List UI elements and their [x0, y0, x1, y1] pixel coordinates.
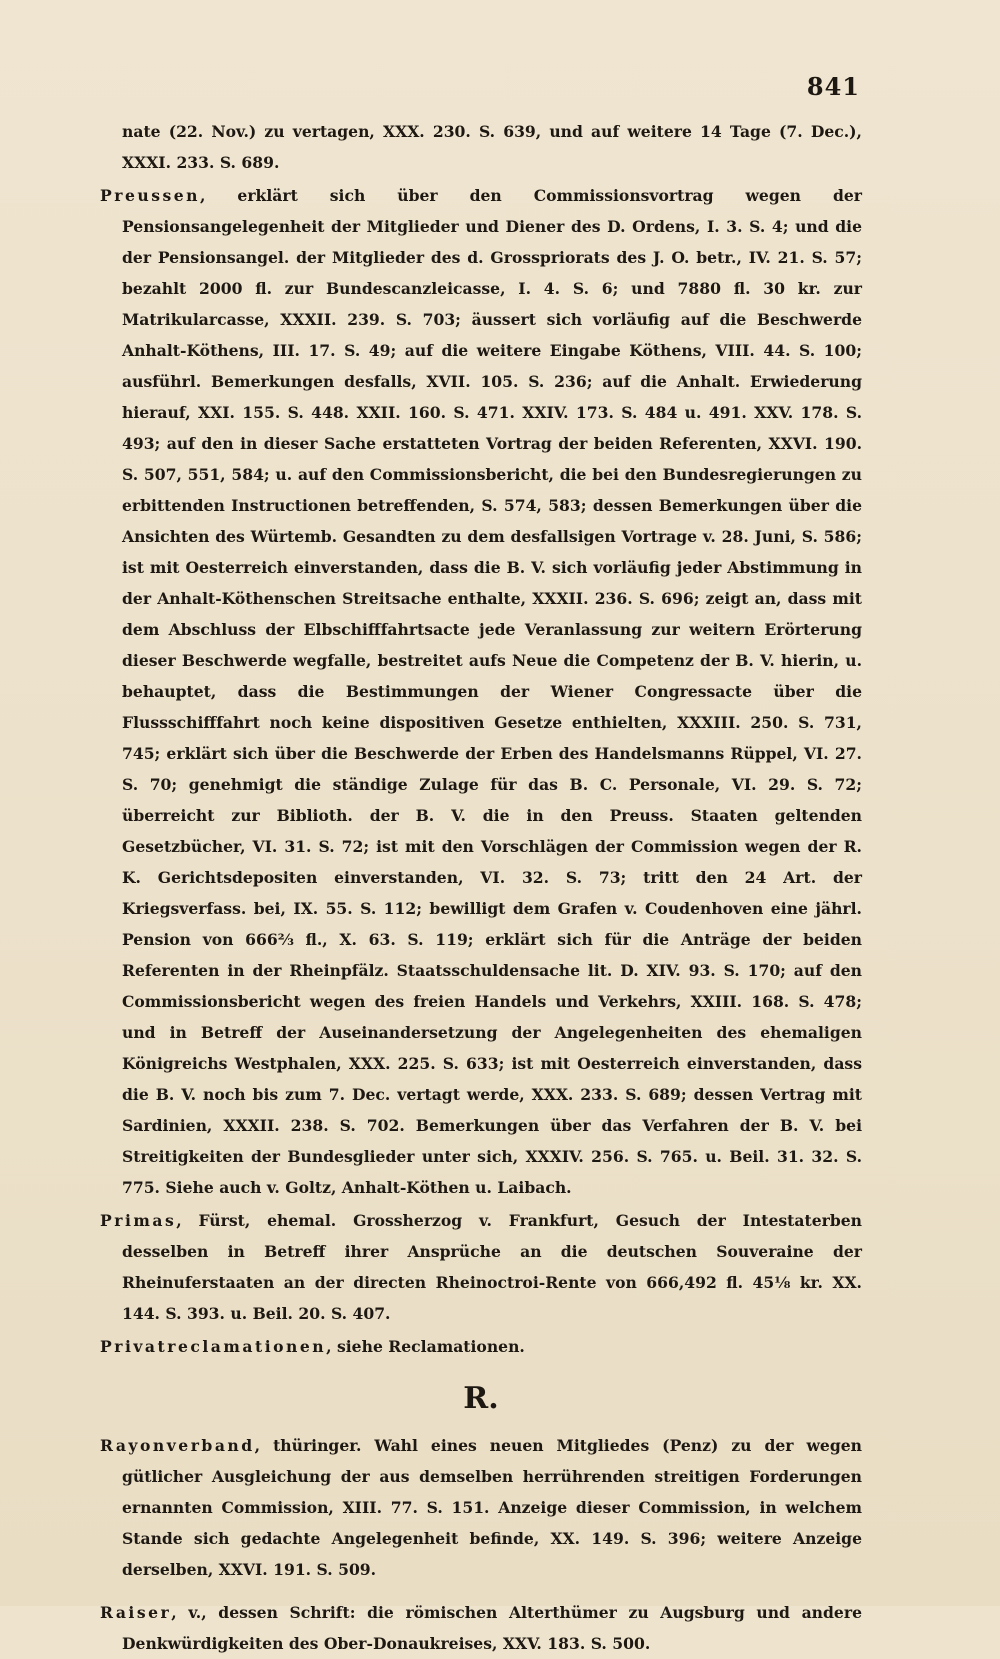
index-entry-raiser	[100, 1597, 862, 1659]
index-entry-continuation	[100, 116, 862, 178]
entry-headword: Privatreclamationen	[100, 1337, 327, 1356]
entry-headword: Raiser	[100, 1603, 172, 1622]
entry-text: , Fürst, ehemal. Grossherzog v. Frankfurt, Gesuch der Intestaterben desselben in Betreff ihrer Ansprüche an die deutschen Souveraine der Rheinuferstaaten an der directen Rheinoctroi-Rente von 666,492 fl. 45⅛ kr. XX. 144. S. 393. u. Beil. 20. S. 407.	[122, 1211, 862, 1323]
index-entry-rayonverband	[100, 1430, 862, 1585]
index-body	[100, 116, 862, 1659]
entry-headword: Primas	[100, 1211, 177, 1230]
index-entry-primas	[100, 1205, 862, 1329]
entry-text: , erklärt sich über den Commissionsvortrag wegen der Pensionsangelegenheit der Mitglieder und Diener des D. Ordens, I. 3. S. 4; und die der Pensionsangel. der Mitglieder des d. Grosspriorats des J. O. betr., IV. 21. S. 57; bezahlt 2000 fl. zur Bundescanzleicasse, I. 4. S. 6; und 7880 fl. 30 kr. zur Matrikularcasse, XXXII. 239. S. 703; äussert sich vorläufig auf die Beschwerde Anhalt-Köthens, III. 17. S. 49; auf die weitere Eingabe Köthens, VIII. 44. S. 100; ausführl. Bemerkungen desfalls, XVII. 105. S. 236; auf die Anhalt. Erwiederung hierauf, XXI. 155. S. 448. XXII. 160. S. 471. XXIV. 173. S. 484 u. 491. XXV. 178. S. 493; auf den in dieser Sache erstatteten Vortrag der beiden Referenten, XXVI. 190. S. 507, 551, 584; u. auf den Commissionsbericht, die bei den Bundesregierungen zu erbittenden Instructionen betreffenden, S. 574, 583; dessen Bemerkungen über die Ansichten des Würtemb. Gesandten zu dem desfallsigen Vortrage v. 28. Juni, S. 586; ist mit Oesterreich einverstanden, dass die B. V. sich vorläufig jeder Abstimmung in der Anhalt-Köthenschen Streitsache enthalte, XXXII. 236. S. 696; zeigt an, dass mit dem Abschluss der Elbschifffahrtsacte jede Veranlassung zur weitern Erörterung dieser Beschwerde wegfalle, bestreitet aufs Neue die Competenz der B. V. hierin, u. behauptet, dass die Bestimmungen der Wiener Congressacte über die Flussschifffahrt noch keine dispositiven Gesetze enthielten, XXXIII. 250. S. 731, 745; erklärt sich über die Beschwerde der Erben des Handelsmanns Rüppel, VI. 27. S. 70; genehmigt die ständige Zulage für das B. C. Personale, VI. 29. S. 72; überreicht zur Biblioth. der B. V. die in den Preuss. Staaten geltenden Gesetzbücher, VI. 31. S. 72; ist mit den Vorschlägen der Commission wegen der R. K. Gerichtsdepositen einverstanden, VI. 32. S. 73; tritt den 24 Art. der Kriegsverfass. bei, IX. 55. S. 112; bewilligt dem Grafen v. Coudenhoven eine jährl. Pension von 666⅔ fl., X. 63. S. 119; erklärt sich für die Anträge der beiden Referenten in der Rheinpfälz. Staatsschuldensache lit. D. XIV. 93. S. 170; auf den Commissionsbericht wegen des freien Handels und Verkehrs, XXIII. 168. S. 478; und in Betreff der Auseinandersetzung der Angelegenheiten des ehemaligen Königreichs Westphalen, XXX. 225. S. 633; ist mit Oesterreich einverstanden, dass die B. V. noch bis zum 7. Dec. vertagt werde, XXX. 233. S. 689; dessen Vertrag mit Sardinien, XXXII. 238. S. 702. Bemerkungen über das Verfahren der B. V. bei Streitigkeiten der Bundesglieder unter sich, XXXIV. 256. S. 765. u. Beil. 31. 32. S. 775. Siehe auch v. Goltz, Anhalt-Köthen u. Laibach.	[122, 186, 862, 1197]
entry-text: , v., dessen Schrift: die römischen Alterthümer zu Augsburg und andere Denkwürdigkeiten des Ober-Donaukreises, XXV. 183. S. 500.	[122, 1603, 862, 1653]
entry-text: , thüringer. Wahl eines neuen Mitgliedes (Penz) zu der wegen gütlicher Ausgleichung der aus demselben herrührenden streitigen Forderungen ernannten Commission, XIII. 77. S. 151. Anzeige dieser Commission, in welchem Stande sich gedachte Angelegenheit befinde, XX. 149. S. 396; weitere Anzeige derselben, XXVI. 191. S. 509.	[122, 1436, 862, 1579]
section-letter: R.	[463, 1381, 499, 1416]
entry-text: , siehe Reclamationen.	[326, 1337, 525, 1356]
index-entry-privatreclamationen	[100, 1331, 862, 1362]
entry-headword: Rayonverband	[100, 1436, 255, 1455]
entry-text: nate (22. Nov.) zu vertagen, XXX. 230. S. 639, und auf weitere 14 Tage (7. Dec.), XXXI. 233. S. 689.	[122, 122, 862, 172]
entry-headword: Preussen	[100, 186, 201, 205]
page-number: 841	[806, 72, 860, 101]
index-entry-preussen	[100, 180, 862, 1203]
